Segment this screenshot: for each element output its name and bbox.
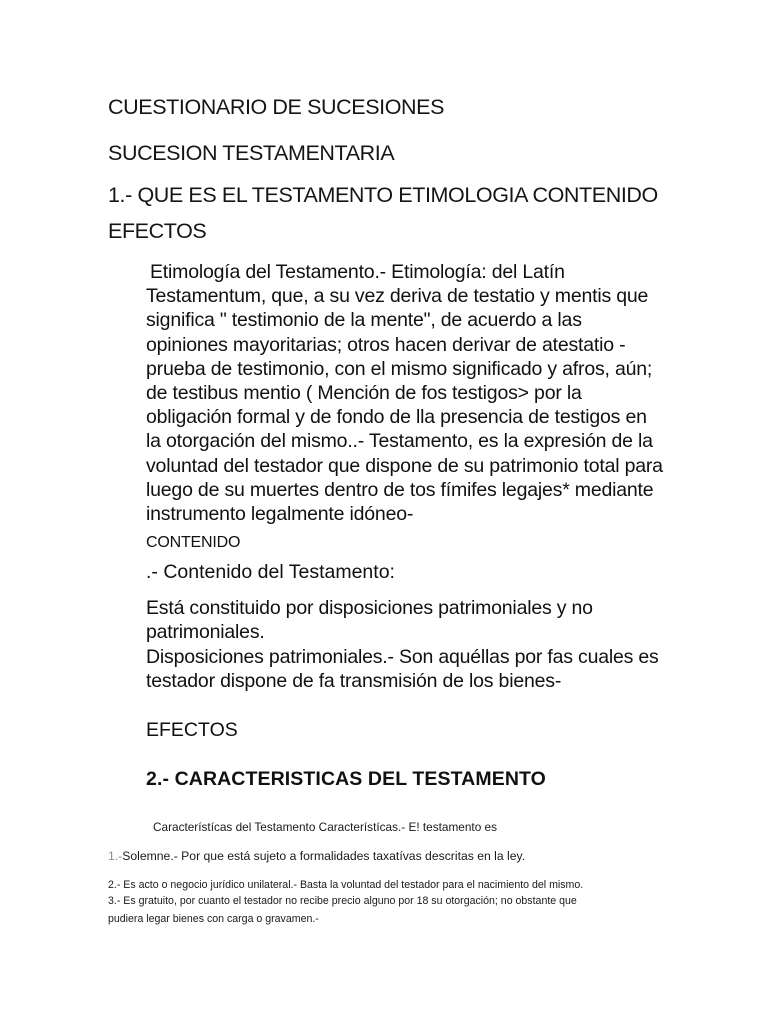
disposiciones-paragraph: Disposiciones patrimoniales.- Son aquéllas por fas cuales es testador dispone de fa transmisión de los bienes- — [146, 646, 659, 693]
list-item-1-number: 1.- — [108, 849, 123, 863]
etimologia-paragraph: Etimología del Testamento.- Etimología: del Latín Testamentum, que, a su vez deriva de testatio y mentis que significa " testimonio de la mente", de acuerdo a las opiniones mayoritarias; otros hacen derivar de atestatio - prueba de testimonio, con el mismo significado y afros, aún; de testibus mentio ( Mención de fos testigos> por la obligación formal y de fondo de lla presencia de testigos en la otorgación del mismo..- Testamento, es la expresión de la voluntad del testador que dispone de su patrimonio total para luego de su muertes dentro de tos fímifes legajes* mediante instrumento legalmente idóneo- — [146, 261, 663, 526]
list-item-2: 2.- Es acto o negocio jurídico unilateral.- Basta la voluntad del testador para el nacimiento del mismo. — [108, 879, 584, 891]
contenido-line: .- Contenido del Testamento: — [146, 561, 395, 583]
caracteristicas-intro: Característícas del Testamento Característícas.- E! testamento es — [153, 820, 497, 834]
contenido-label: CONTENIDO — [146, 534, 241, 551]
question-1-heading-line-2: EFECTOS — [108, 219, 207, 243]
question-1-heading-line-1: 1.- QUE ES EL TESTAMENTO ETIMOLOGIA CONTENIDO — [108, 183, 658, 207]
question-2-heading: 2.- CARACTERISTICAS DEL TESTAMENTO — [146, 768, 546, 790]
list-item-3-line-1: 3.- Es gratuito, por cuanto el testador no recibe precio alguno por 18 su otorgación; no obstante que — [108, 895, 577, 907]
constituido-paragraph: Está constituido por disposiciones patrimoniales y no patrimoniales. — [146, 597, 593, 644]
document-title: CUESTIONARIO DE SUCESIONES — [108, 95, 445, 119]
list-item-1 — [108, 849, 525, 863]
efectos-label: EFECTOS — [146, 719, 238, 741]
list-item-1-text: Solemne.- Por que está sujeto a formalidades taxatívas descritas en la ley. — [122, 849, 526, 863]
list-item-3-line-2: pudiera legar bienes con carga o gravamen.- — [108, 913, 319, 925]
document-subtitle: SUCESION TESTAMENTARIA — [108, 141, 395, 165]
